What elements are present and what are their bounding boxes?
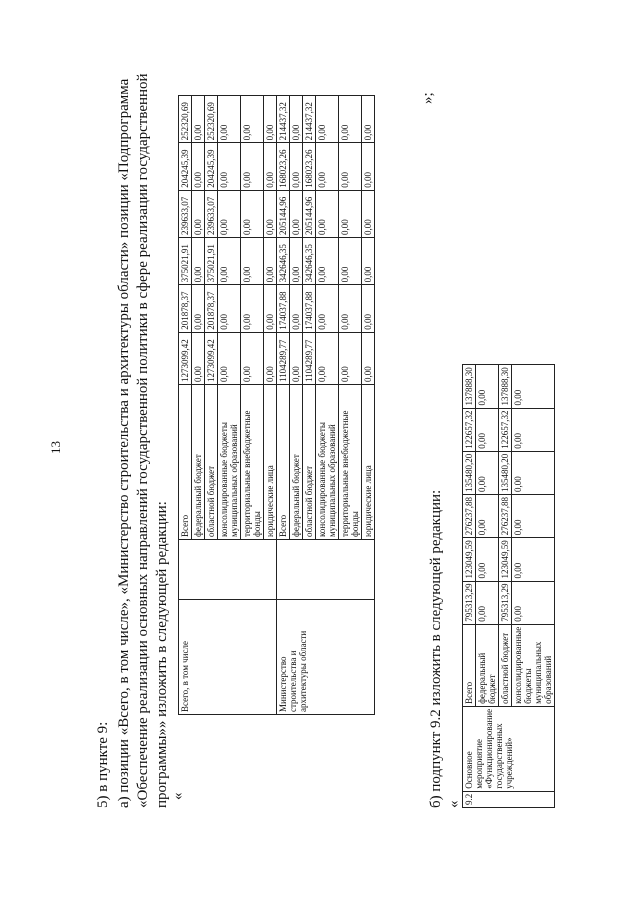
open-quote-b: «	[446, 800, 462, 808]
value-cell: 0,00	[290, 332, 303, 384]
row-name: территориальные внебюджетные фонды	[339, 385, 362, 540]
value-cell: 1273099,42	[179, 332, 192, 384]
value-cell: 0,00	[476, 581, 499, 624]
row-name: юридические лица	[362, 385, 375, 540]
value-cell: 0,00	[512, 365, 555, 408]
value-cell: 0,00	[362, 143, 375, 190]
value-cell: 135480,20	[463, 451, 476, 494]
value-cell: 0,00	[192, 238, 205, 285]
value-cell: 239633,07	[205, 190, 218, 237]
value-cell: 0,00	[512, 451, 555, 494]
value-cell: 0,00	[290, 190, 303, 237]
value-cell: 214437,32	[277, 96, 290, 143]
value-cell: 0,00	[476, 538, 499, 581]
table-row	[179, 96, 192, 715]
value-cell: 123049,59	[463, 538, 476, 581]
value-cell: 0,00	[316, 143, 339, 190]
open-quote-a: «	[170, 792, 186, 800]
value-cell: 1104289,77	[303, 332, 316, 384]
row-name: областной бюджет	[303, 385, 316, 540]
value-cell: 168023,26	[277, 143, 290, 190]
value-cell: 0,00	[290, 285, 303, 332]
value-cell: 205144,96	[303, 190, 316, 237]
value-cell: 0,00	[264, 238, 277, 285]
value-cell: 0,00	[241, 332, 264, 384]
blank-cell	[277, 540, 375, 600]
value-cell: 342646,35	[277, 238, 290, 285]
row-name: Всего	[277, 385, 290, 540]
value-cell: 0,00	[241, 143, 264, 190]
value-cell: 0,00	[264, 285, 277, 332]
value-cell: 0,00	[264, 143, 277, 190]
value-cell: 0,00	[476, 365, 499, 408]
value-cell: 0,00	[241, 190, 264, 237]
value-cell: 0,00	[316, 238, 339, 285]
value-cell: 1104289,77	[277, 332, 290, 384]
value-cell: 0,00	[476, 408, 499, 451]
value-cell: 276237,88	[463, 495, 476, 538]
value-cell: 0,00	[241, 96, 264, 143]
financing-table-1	[178, 95, 375, 715]
value-cell: 0,00	[339, 238, 362, 285]
row-name: консолидированные бюджеты муниципальных образований	[316, 385, 339, 540]
value-cell: 0,00	[192, 285, 205, 332]
value-cell: 174037,88	[303, 285, 316, 332]
value-cell: 0,00	[192, 332, 205, 384]
row-name: областной бюджет	[205, 385, 218, 540]
value-cell: 214437,32	[303, 96, 316, 143]
value-cell: 0,00	[316, 332, 339, 384]
value-cell: 137888,30	[499, 365, 512, 408]
value-cell: 0,00	[290, 96, 303, 143]
value-cell: 201878,37	[179, 285, 192, 332]
value-cell: 0,00	[218, 96, 241, 143]
value-cell: 0,00	[362, 190, 375, 237]
value-cell: 0,00	[192, 143, 205, 190]
paragraph-b: б) подпункт 9.2 изложить в следующей редакции:	[428, 489, 444, 808]
close-quote-a: »;	[420, 92, 436, 104]
group-label: Всего, в том числе	[179, 600, 277, 715]
value-cell: 0,00	[362, 285, 375, 332]
value-cell: 0,00	[218, 332, 241, 384]
value-cell: 795313,29	[463, 581, 476, 624]
paragraph-a-line-3: программы»» изложить в следующей редакции:	[154, 501, 170, 808]
value-cell: 0,00	[339, 332, 362, 384]
value-cell: 0,00	[316, 96, 339, 143]
blank-cell	[179, 540, 277, 600]
value-cell: 1273099,42	[205, 332, 218, 384]
value-cell: 201878,37	[205, 285, 218, 332]
value-cell: 0,00	[241, 285, 264, 332]
value-cell: 239633,07	[179, 190, 192, 237]
row-name: областной бюджет	[499, 624, 512, 706]
value-cell: 0,00	[192, 96, 205, 143]
value-cell: 0,00	[218, 238, 241, 285]
row-name: юридические лица	[264, 385, 277, 540]
row-number: 9.2	[463, 791, 555, 807]
value-cell: 205144,96	[277, 190, 290, 237]
value-cell: 174037,88	[277, 285, 290, 332]
value-cell: 276237,88	[499, 495, 512, 538]
value-cell: 0,00	[218, 285, 241, 332]
paragraph-a-line-2: «Обеспечение реализации основных направлений государственной политики в сфере реализации государственной	[135, 73, 151, 808]
value-cell: 123049,59	[499, 538, 512, 581]
row-name: Всего	[179, 385, 192, 540]
value-cell: 0,00	[339, 96, 362, 143]
value-cell: 0,00	[339, 190, 362, 237]
financing-table-2	[462, 364, 555, 808]
value-cell: 0,00	[362, 238, 375, 285]
value-cell: 0,00	[192, 190, 205, 237]
group-label: Основное мероприятие «Функционирование государственных учреждений»	[463, 706, 555, 791]
value-cell: 204245,39	[205, 143, 218, 190]
value-cell: 0,00	[290, 143, 303, 190]
group-label: Министерство строительства и архитектуры области	[277, 600, 375, 715]
table-row	[463, 365, 476, 808]
value-cell: 135480,20	[499, 451, 512, 494]
value-cell: 252320,69	[179, 96, 192, 143]
value-cell: 0,00	[476, 495, 499, 538]
item-5-heading: 5) в пункте 9:	[95, 721, 111, 808]
value-cell: 0,00	[218, 143, 241, 190]
value-cell: 0,00	[264, 332, 277, 384]
value-cell: 0,00	[512, 538, 555, 581]
value-cell: 0,00	[512, 495, 555, 538]
value-cell: 375021,91	[179, 238, 192, 285]
value-cell: 252320,69	[205, 96, 218, 143]
value-cell: 168023,26	[303, 143, 316, 190]
row-name: Всего	[463, 624, 476, 706]
value-cell: 0,00	[362, 96, 375, 143]
table-row	[277, 96, 290, 715]
value-cell: 122657,32	[463, 408, 476, 451]
paragraph-a-line-1: а) позиции «Всего, в том числе», «Министерство строительства и архитектуры области» позиции «Подпрограмма	[116, 78, 132, 808]
value-cell: 122657,32	[499, 408, 512, 451]
value-cell: 342646,35	[303, 238, 316, 285]
value-cell: 375021,91	[205, 238, 218, 285]
value-cell: 0,00	[339, 285, 362, 332]
value-cell: 0,00	[339, 143, 362, 190]
row-name: федеральный бюджет	[290, 385, 303, 540]
row-name: федеральный бюджет	[476, 624, 499, 706]
value-cell: 0,00	[218, 190, 241, 237]
value-cell: 0,00	[264, 190, 277, 237]
value-cell: 0,00	[316, 190, 339, 237]
page-number: 13	[48, 441, 63, 454]
value-cell: 795313,29	[499, 581, 512, 624]
value-cell: 0,00	[316, 285, 339, 332]
value-cell: 0,00	[264, 96, 277, 143]
row-name: федеральный бюджет	[192, 385, 205, 540]
row-name: консолидированные бюджеты муниципальных образований	[512, 624, 555, 706]
value-cell: 0,00	[362, 332, 375, 384]
value-cell: 0,00	[476, 451, 499, 494]
value-cell: 0,00	[241, 238, 264, 285]
value-cell: 204245,39	[179, 143, 192, 190]
row-name: консолидированные бюджеты муниципальных образований	[218, 385, 241, 540]
value-cell: 0,00	[512, 581, 555, 624]
value-cell: 0,00	[290, 238, 303, 285]
value-cell: 137888,30	[463, 365, 476, 408]
value-cell: 0,00	[512, 408, 555, 451]
row-name: территориальные внебюджетные фонды	[241, 385, 264, 540]
